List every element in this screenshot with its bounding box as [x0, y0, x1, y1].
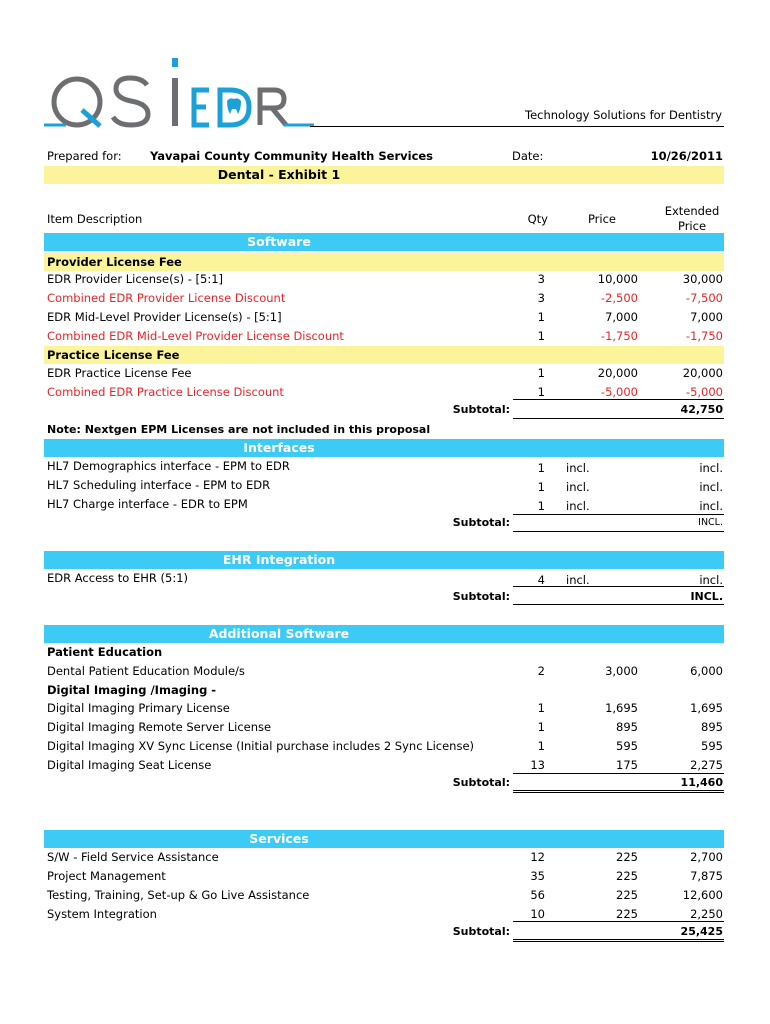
- row-qty: 1: [537, 310, 545, 324]
- row-qty: 3: [537, 291, 545, 305]
- exhibit-band: [44, 166, 724, 184]
- table-row: [0, 364, 770, 383]
- row-ext: 7,000: [690, 310, 723, 324]
- table-row: [0, 495, 770, 514]
- row-desc: HL7 Demographics interface - EPM to EDR: [47, 459, 290, 473]
- section-additional-band: [44, 625, 724, 643]
- provider-license-group: Provider License Fee: [47, 255, 182, 269]
- table-row: [0, 886, 770, 905]
- row-ext: 595: [701, 739, 723, 753]
- qsi-edr-logo-graphic: [44, 58, 324, 130]
- row-desc: Digital Imaging Seat License: [47, 758, 212, 772]
- col-qty: Qty: [527, 212, 548, 226]
- row-desc: Combined EDR Provider License Discount: [47, 291, 286, 305]
- row-qty: 3: [537, 272, 545, 286]
- interfaces-subtotal-box: [513, 514, 724, 532]
- row-price: 1,695: [605, 701, 638, 715]
- row-ext: 2,250: [690, 907, 723, 921]
- row-qty: 4: [537, 573, 545, 587]
- row-ext: 895: [701, 720, 723, 734]
- digital-imaging-group: Digital Imaging /Imaging -: [47, 683, 217, 697]
- section-interfaces-band: [44, 439, 724, 457]
- interfaces-subtotal-value: INCL.: [698, 517, 723, 528]
- row-desc: Dental Patient Education Module/s: [47, 664, 245, 678]
- row-qty: 1: [537, 329, 545, 343]
- col-price: Price: [587, 212, 616, 226]
- row-desc: Combined EDR Practice License Discount: [47, 385, 284, 399]
- row-price: 3,000: [605, 664, 638, 678]
- row-price: -5,000: [600, 385, 638, 399]
- row-price: 225: [616, 907, 638, 921]
- row-price: 7,000: [605, 310, 638, 324]
- table-row: [0, 867, 770, 886]
- row-desc: EDR Mid-Level Provider License(s) - [5:1]: [47, 310, 282, 324]
- row-desc: Digital Imaging Remote Server License: [47, 720, 272, 734]
- row-price: incl.: [566, 573, 590, 587]
- row-qty: 1: [537, 739, 545, 753]
- table-row: [0, 289, 770, 308]
- date-label: Date:: [512, 149, 544, 163]
- row-price: 225: [616, 869, 638, 883]
- row-qty: 1: [537, 701, 545, 715]
- section-services-title: Services: [249, 831, 309, 846]
- row-price: 175: [616, 758, 638, 772]
- row-desc: EDR Provider License(s) - [5:1]: [47, 272, 224, 286]
- col-extended-line2: Price: [677, 219, 707, 233]
- exhibit-title: Dental - Exhibit 1: [217, 167, 341, 182]
- practice-license-group: Practice License Fee: [47, 348, 180, 362]
- row-desc: Testing, Training, Set-up & Go Live Assistance: [47, 888, 310, 902]
- table-row: [0, 662, 770, 681]
- row-desc: System Integration: [47, 907, 157, 921]
- row-ext: -5,000: [685, 385, 723, 399]
- section-interfaces-title: Interfaces: [243, 440, 315, 455]
- table-row: [0, 699, 770, 718]
- section-additional-title: Additional Software: [208, 626, 350, 641]
- additional-subtotal-value: 11,460: [680, 776, 723, 789]
- row-ext: 7,875: [690, 869, 723, 883]
- col-extended-price: [652, 204, 732, 234]
- table-row: [0, 848, 770, 867]
- table-row: [0, 308, 770, 327]
- table-row: [0, 476, 770, 495]
- row-qty: 56: [530, 888, 545, 902]
- row-ext: incl.: [699, 480, 723, 494]
- services-subtotal-label: Subtotal:: [452, 925, 510, 938]
- services-subtotal-value: 25,425: [680, 925, 723, 938]
- software-note: Note: Nextgen EPM Licenses are not included in this proposal: [47, 423, 431, 436]
- table-row: [0, 327, 770, 346]
- row-ext: 6,000: [690, 664, 723, 678]
- row-price: -2,500: [600, 291, 638, 305]
- row-qty: 1: [537, 720, 545, 734]
- table-row: [0, 718, 770, 737]
- row-qty: 12: [530, 850, 545, 864]
- ehr-subtotal-value: INCL.: [690, 590, 723, 603]
- row-price: incl.: [566, 499, 590, 513]
- row-price: 225: [616, 850, 638, 864]
- section-software-title: Software: [247, 234, 311, 249]
- row-ext: 20,000: [682, 366, 723, 380]
- row-ext: incl.: [699, 573, 723, 587]
- section-services-band: [44, 830, 724, 848]
- date-value: 10/26/2011: [650, 149, 723, 163]
- row-desc: Digital Imaging XV Sync License (Initial purchase includes 2 Sync License): [47, 739, 475, 753]
- section-software-band: [44, 233, 724, 251]
- row-price: 10,000: [597, 272, 638, 286]
- row-price: 595: [616, 739, 638, 753]
- col-item-description: Item Description: [47, 212, 143, 226]
- row-price: 20,000: [597, 366, 638, 380]
- row-desc: EDR Practice License Fee: [47, 366, 192, 380]
- row-ext: 30,000: [682, 272, 723, 286]
- company-logo: [44, 58, 324, 130]
- row-qty: 1: [537, 499, 545, 513]
- row-desc: EDR Access to EHR (5:1): [47, 571, 189, 585]
- row-desc: Digital Imaging Primary License: [47, 701, 230, 715]
- row-price: incl.: [566, 461, 590, 475]
- patient-education-group: Patient Education: [47, 645, 163, 659]
- section-ehr-title: EHR Integration: [222, 552, 336, 567]
- software-subtotal-value: 42,750: [680, 403, 723, 416]
- row-desc: S/W - Field Service Assistance: [47, 850, 219, 864]
- row-ext: -7,500: [685, 291, 723, 305]
- col-extended-line1: Extended: [664, 204, 720, 218]
- row-qty: 35: [530, 869, 545, 883]
- row-qty: 1: [537, 366, 545, 380]
- tagline: Technology Solutions for Dentistry: [525, 108, 722, 122]
- row-desc: HL7 Scheduling interface - EPM to EDR: [47, 478, 271, 492]
- row-ext: incl.: [699, 461, 723, 475]
- row-desc: Project Management: [47, 869, 166, 883]
- table-row: [0, 737, 770, 756]
- row-ext: 1,695: [690, 701, 723, 715]
- row-qty: 2: [537, 664, 545, 678]
- row-ext: incl.: [699, 499, 723, 513]
- table-row: [0, 457, 770, 476]
- row-qty: 1: [537, 461, 545, 475]
- row-price: -1,750: [600, 329, 638, 343]
- prepared-for-label: Prepared for:: [47, 149, 122, 163]
- row-ext: 2,275: [690, 758, 723, 772]
- row-desc: HL7 Charge interface - EDR to EPM: [47, 497, 248, 511]
- row-ext: -1,750: [685, 329, 723, 343]
- ehr-subtotal-label: Subtotal:: [452, 590, 510, 603]
- row-price: incl.: [566, 480, 590, 494]
- row-qty: 1: [537, 480, 545, 494]
- software-subtotal-label: Subtotal:: [452, 403, 510, 416]
- prepared-for-value: Yavapai County Community Health Services: [150, 149, 434, 163]
- table-row: [0, 270, 770, 289]
- row-desc: Combined EDR Mid-Level Provider License Discount: [47, 329, 344, 343]
- row-price: 225: [616, 888, 638, 902]
- row-price: 895: [616, 720, 638, 734]
- row-ext: 2,700: [690, 850, 723, 864]
- section-ehr-band: [44, 551, 724, 569]
- row-qty: 1: [537, 385, 545, 399]
- interfaces-subtotal-label: Subtotal:: [452, 516, 510, 529]
- header-rule: [310, 126, 724, 127]
- additional-subtotal-label: Subtotal:: [452, 776, 510, 789]
- row-qty: 13: [530, 758, 545, 772]
- row-qty: 10: [530, 907, 545, 921]
- row-ext: 12,600: [682, 888, 723, 902]
